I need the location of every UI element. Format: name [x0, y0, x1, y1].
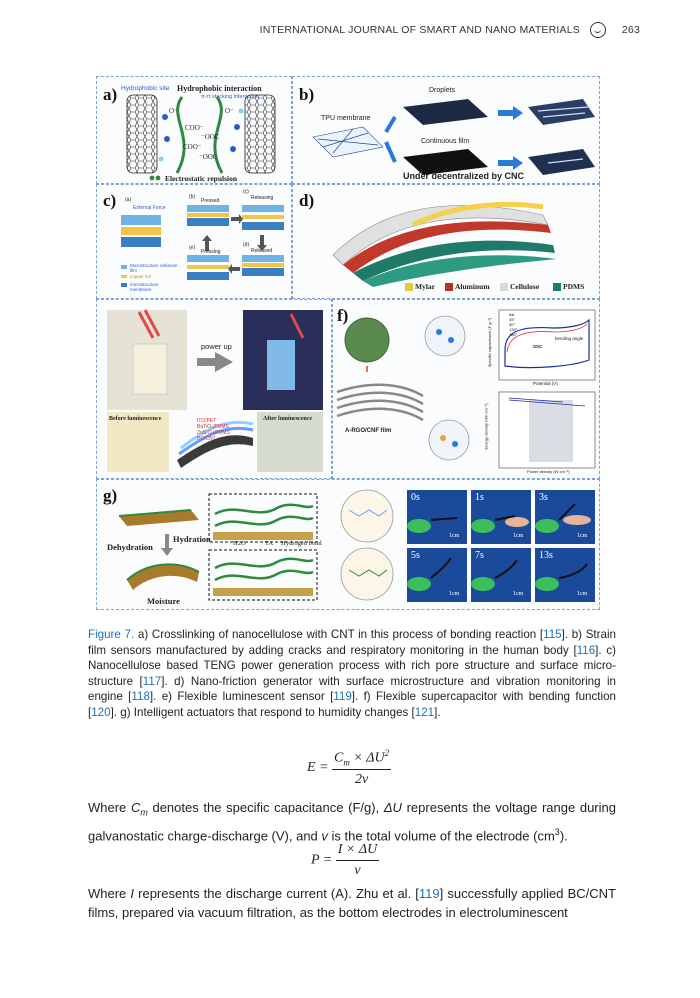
legend-swatch-pdms: [553, 283, 561, 291]
eq2-numerator: I × ΔU: [336, 842, 379, 861]
panel-f: [332, 299, 600, 479]
bending-angle-label: bending angle: [555, 336, 584, 341]
ragone-ylabel: Energy density (Wh cm⁻³): [483, 403, 489, 450]
journal-title: INTERNATIONAL JOURNAL OF SMART AND NANO MATERIALS: [259, 24, 580, 36]
released-label: Released: [251, 248, 273, 254]
figure-7: [96, 76, 600, 610]
panel-e: [96, 299, 332, 479]
coo-label-2: COO⁻: [183, 143, 202, 151]
citation-118[interactable]: 118: [131, 690, 150, 704]
journal-logo-icon: [590, 22, 606, 38]
cv-legend-135: 135°: [509, 327, 518, 332]
droplets-label: Droplets: [429, 87, 456, 94]
electrostatic-repulsion-label: Electrostatic repulsion: [165, 174, 238, 183]
hydration-label: Hydration: [173, 534, 211, 544]
scale-1cm-4: 1cm: [449, 591, 460, 597]
eq2-fraction: [336, 842, 379, 879]
pressing-label: Pressing: [201, 249, 221, 255]
panel-b: [292, 76, 600, 184]
caption-text-8: ].: [434, 705, 441, 719]
hydrophobic-site-label: Hydrophobic site: [121, 85, 170, 92]
legend-membrane: microstructure membrane: [130, 282, 159, 292]
paragraph-1: Where $C_m$ denotes the specific capacitance (F/g), ΔU represents the voltage range during galvanostatic charge-discharge (V), and v is the total volume of the electrode $(cm^3)$.: [88, 800, 616, 843]
scale-1cm-1: 1cm: [449, 533, 460, 539]
caption-text-3: ]. c) Nanocellulose based TENG power generation process with rich pore structure and surface micro-structure [: [88, 643, 616, 688]
panel-d-label: d): [299, 191, 315, 210]
citation-120[interactable]: 120: [91, 705, 111, 719]
legend-swatch-cellulose: [500, 283, 508, 291]
panel-a: [96, 76, 292, 184]
oxygen-label-1: O⁻: [169, 107, 178, 115]
cv-legend-45: 45°: [509, 317, 516, 322]
citation-116[interactable]: 116: [576, 643, 596, 657]
hydrogen-bond-label: Hydrogen bond: [281, 540, 322, 547]
caption-text-4: ]. d) Nano-friction generator with surface microstructure and vibration monitoring in engine [: [88, 674, 616, 704]
legend-cellulose-film: Microstructure cellulose film: [130, 263, 178, 273]
cv-legend-flat: flat: [509, 312, 515, 317]
coo-label-1: COO⁻: [185, 124, 204, 132]
legend-aluminum: Aluminum: [455, 282, 490, 291]
time-0s: 0s: [411, 492, 420, 503]
time-5s: 5s: [411, 550, 420, 561]
citation-119-body[interactable]: 119: [418, 886, 440, 901]
caption-text-6: ]. f) Flexible supercapacitor with bending function [: [88, 690, 616, 719]
citation-115[interactable]: 115: [543, 628, 562, 641]
sub-b-label: (b): [189, 194, 196, 200]
sub-d-label: (d): [243, 242, 250, 248]
caption-text-5: ]. e) Flexible luminescent sensor [: [149, 690, 334, 704]
scale-1cm-5: 1cm: [513, 591, 524, 597]
h2o-label: H2O: [233, 540, 246, 547]
scale-1cm-6: 1cm: [577, 591, 588, 597]
panel-c-label: c): [103, 191, 117, 210]
luminescent-sensor-illustration: [97, 300, 333, 480]
cv-xlabel: Potential (V): [533, 381, 558, 386]
rgo-cnf-film-label: A-RGO/CNF film: [345, 428, 392, 434]
ta-label: TA: [265, 540, 274, 547]
power-density-equation: [311, 842, 379, 879]
humidity-actuator-illustration: [97, 480, 601, 611]
cv-legend-90: 90°: [509, 322, 516, 327]
eq1-fraction: [332, 748, 391, 788]
pressed-label: Pressed: [201, 198, 220, 204]
panel-f-label: f): [337, 306, 349, 325]
releasing-label: Releasing: [251, 195, 274, 201]
after-luminescence-label: After luminescence: [263, 416, 313, 422]
eq1-lhs: E =: [307, 760, 329, 776]
energy-density-equation: [307, 748, 391, 788]
panel-g: [96, 479, 600, 610]
legend-copper-foil: copper foil: [130, 274, 151, 279]
panel-c: [96, 184, 292, 299]
scale-1cm-3: 1cm: [577, 533, 588, 539]
sub-e-label: (e): [189, 245, 196, 251]
caption-text-2: ]. b) Strain film sensors manufactured by adding cracks and respiratory monitoring in the human body [: [88, 628, 616, 657]
sub-c-label: (c): [243, 189, 249, 195]
hydrophobic-interaction-label: Hydrophobic interaction: [177, 84, 262, 93]
caption-text-1: a) Crosslinking of nanocellulose with CNT in this process of bonding reaction [: [134, 628, 544, 641]
panel-d: [292, 184, 600, 299]
moisture-label: Moisture: [147, 596, 180, 606]
eq1-numerator: $C_m \times \Delta U^2$: [332, 748, 391, 770]
cv-legend-180: 180°: [509, 332, 518, 337]
coo-label-4: ⁻OOC: [199, 153, 218, 161]
eq2-denominator: v: [354, 863, 361, 878]
legend-cellulose: Cellulose: [510, 282, 540, 291]
oxygen-label-2: O⁻: [225, 107, 234, 115]
ssc-label: SSC: [533, 344, 543, 349]
citation-119[interactable]: 119: [333, 690, 352, 704]
pi-stacking-label: π-π stacking interaction: [201, 94, 260, 100]
ragone-xlabel: Power density (W cm⁻³): [527, 469, 570, 474]
dehydration-label: Dehydration: [107, 542, 153, 552]
before-luminescence-label: Before luminescence: [109, 416, 162, 422]
tpu-membrane-label: TPU membrane: [321, 115, 371, 122]
citation-117[interactable]: 117: [142, 674, 162, 688]
time-1s: 1s: [475, 492, 484, 503]
figure-number: Figure 7.: [88, 628, 135, 641]
legend-pdms: PDMS: [563, 282, 585, 291]
paragraph-2: Where I represents the discharge current (A). Zhu et al. [119] successfully applied BC/CNT films, prepared via vacuum filtration, as the bottom electrodes in electroluminescent: [88, 886, 616, 920]
legend-mylar: Mylar: [415, 282, 435, 291]
time-13s: 13s: [539, 550, 553, 561]
scale-1cm-2: 1cm: [513, 533, 524, 539]
running-header: [210, 22, 640, 40]
page-number: 263: [621, 24, 640, 36]
eq1-denominator: 2v: [354, 772, 369, 788]
panel-a-label: a): [103, 85, 118, 104]
cv-ylabel: Specific capacitance (F g⁻¹): [487, 317, 493, 368]
continuous-film-label: Continuous film: [421, 138, 470, 145]
caption-text-7: ]. g) Intelligent actuators that respond to humidity changes [: [110, 705, 415, 719]
power-up-label: power up: [201, 342, 232, 351]
eq2-lhs: P =: [311, 852, 333, 868]
coo-label-3: ⁻OOC: [201, 133, 220, 141]
supercapacitor-illustration: [333, 300, 601, 480]
sub-a-label: (a): [125, 197, 132, 203]
panel-g-label: g): [103, 486, 118, 505]
time-3s: 3s: [539, 492, 548, 503]
citation-121[interactable]: 121: [414, 705, 435, 719]
external-force-label: External Force: [133, 205, 166, 211]
legend-swatch-aluminum: [445, 283, 453, 291]
figure-caption: [88, 627, 616, 721]
panel-b-label: b): [299, 85, 315, 104]
decentralized-cnc-label: Under decentralized by CNC: [403, 171, 525, 181]
panel-d-legend: [405, 281, 595, 293]
legend-swatch-mylar: [405, 283, 413, 291]
time-7s: 7s: [475, 550, 484, 561]
layer-stack-label: ITO/PET BaTiO₃/PDMS ZnS:Cu/PDMS BC/CNT: [197, 418, 230, 442]
